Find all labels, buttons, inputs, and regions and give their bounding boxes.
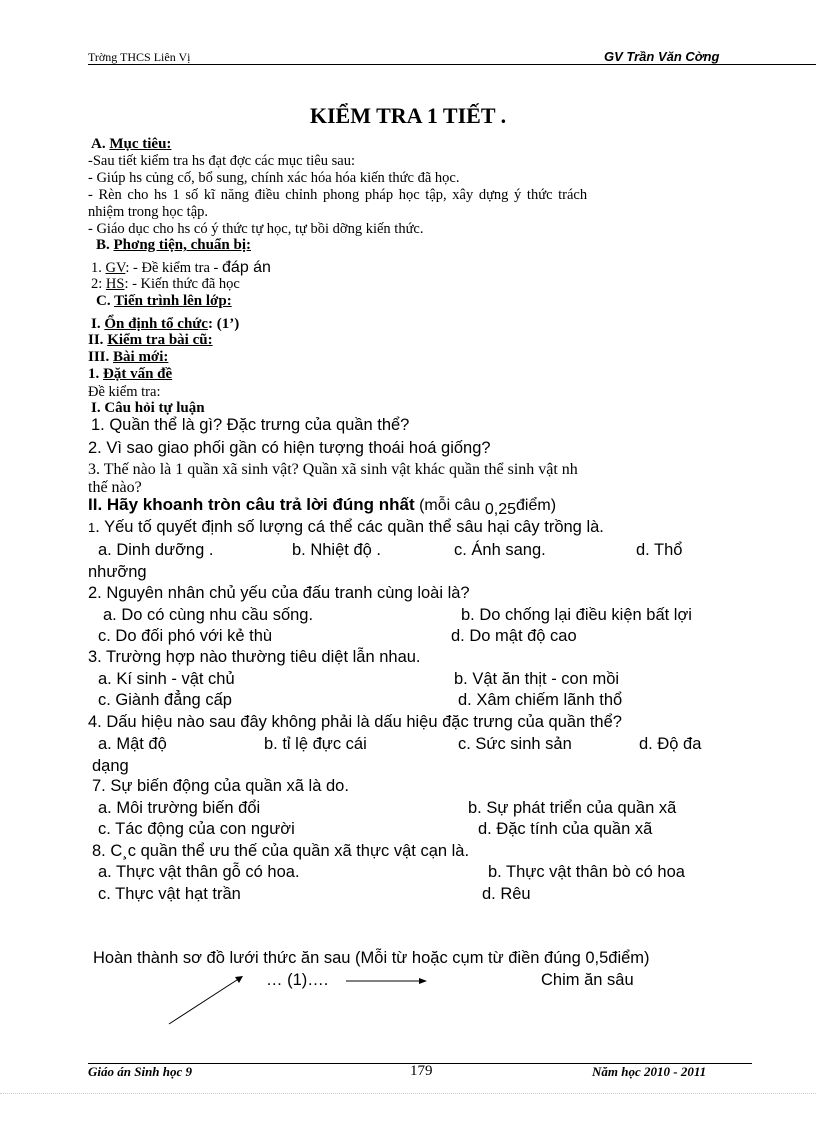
mcq-2-option-b: b. Do chống lại điều kiện bất lợi	[461, 606, 692, 624]
header-school: Trờng THCS Liên Vị	[88, 50, 191, 64]
mcq-3-option-a: a. Kí sinh - vật chủ	[98, 670, 235, 688]
mcq-7-option-b: b. Sự phát triển của quần xã	[468, 799, 677, 817]
footer-left: Giáo án Sinh học 9	[88, 1064, 193, 1079]
step-3: III. Bài mới:	[88, 349, 169, 365]
page-title: KIỂM TRA 1 TIẾT .	[309, 103, 507, 128]
mcq-1-option-a: a. Dinh dưỡng .	[98, 541, 214, 559]
mcq-8-option-d: d. Rêu	[482, 885, 531, 903]
mcq-3-option-b: b. Vật ăn thịt - con mồi	[454, 670, 620, 688]
essay-question-1: 1. Quần thể là gì? Đặc trưng của quần thể?	[91, 416, 410, 434]
step-2: II. Kiểm tra bài cũ:	[88, 332, 213, 348]
mcq-2-option-a: a. Do có cùng nhu cầu sống.	[103, 606, 314, 624]
mcq-8-option-a: a. Thực vật thân gỗ có hoa.	[98, 863, 300, 881]
mcq-3-option-d: d. Xâm chiếm lãnh thổ	[458, 691, 623, 709]
essay-question-3-cont: thế nào?	[88, 479, 142, 496]
step-4: 1. Đặt vấn đề	[88, 366, 173, 382]
mcq-4-option-b: b. tỉ lệ đực cái	[264, 735, 367, 753]
mcq-4-question: 4. Dấu hiệu nào sau đây không phải là dấu hiệu đặc trưng của quần thể?	[88, 713, 622, 731]
arrow-to-blank-1	[169, 978, 240, 1024]
footer-page-number: 179	[410, 1063, 433, 1079]
section-a-heading: A. Mục tiêu:	[91, 136, 172, 152]
section-a-item-3: - Giáo dục cho hs có ý thức tự học, tự bồi dỡng kiến thức.	[88, 221, 424, 237]
mcq-8-option-b: b. Thực vật thân bò có hoa	[488, 863, 685, 881]
section-b-hs: 2: HS: - Kiến thức đã học	[91, 276, 240, 292]
mcq-7-option-a: a. Môi trường biến đổi	[98, 799, 261, 817]
mcq-8-question: 8. C¸c quần thể ưu thế của quần xã thực vật cạn là.	[92, 842, 470, 860]
arrow-head-to-blank-1	[235, 976, 243, 983]
section-b-gv: 1. GV: - Đề kiểm tra - đáp án	[91, 259, 271, 276]
footer-right: Năm học 2010 - 2011	[592, 1064, 707, 1079]
section-a-item-2-cont: nhiệm trong học tập.	[88, 204, 209, 220]
mcq-4-option-c: c. Sức sinh sản	[458, 735, 572, 753]
section-a-item-1: - Giúp hs củng cố, bổ sung, chính xác hóa hóa kiến thức đã học.	[88, 170, 460, 186]
mcq-2-question: 2. Nguyên nhân chủ yếu của đấu tranh cùng loài là?	[88, 584, 470, 602]
section-c-heading: C. Tiến trình lên lớp:	[96, 293, 232, 309]
mcq-7-option-d: d. Đặc tính của quần xã	[478, 820, 653, 838]
mcq-1-option-d: d. Thổ	[636, 541, 683, 559]
essay-question-2: 2. Vì sao giao phối gần có hiện tượng thoái hoá giống?	[88, 439, 491, 457]
foodweb-bird-label: Chim ăn sâu	[541, 971, 634, 989]
part1-heading: I. Câu hỏi tự luận	[91, 400, 205, 416]
part2-heading: II. Hãy khoanh tròn câu trả lời đúng nhất (mỗi câu 0,25điểm)	[88, 495, 557, 518]
header-teacher: GV Trần Văn Cờng	[604, 49, 720, 64]
mcq-7-option-c: c. Tác động của con người	[98, 820, 295, 838]
mcq-2-option-c: c. Do đối phó với kẻ thù	[98, 627, 273, 645]
section-b-heading: B. Phơng tiện, chuẩn bị:	[96, 237, 252, 253]
mcq-1-option-b: b. Nhiệt độ .	[292, 541, 381, 559]
exam-intro: Đề kiểm tra:	[88, 384, 161, 400]
section-a-item-2: - Rèn cho hs 1 số kĩ năng điều chỉnh phong pháp học tập, xây dựng ý thức trách	[88, 187, 588, 203]
section-a-intro: -Sau tiết kiểm tra hs đạt đợc các mục tiêu sau:	[88, 153, 355, 169]
mcq-1-option-d-cont: nhưỡng	[88, 563, 147, 581]
foodweb-instruction: Hoàn thành sơ đồ lưới thức ăn sau (Mỗi từ hoặc cụm từ điền đúng 0,5điểm)	[93, 949, 650, 967]
foodweb-blank-1: … (1)….	[266, 971, 329, 989]
mcq-4-option-d: d. Độ đa	[639, 735, 702, 753]
mcq-2-option-d: d. Do mật độ cao	[451, 627, 577, 645]
mcq-4-option-d-cont: dạng	[92, 757, 129, 775]
mcq-3-question: 3. Trường hợp nào thường tiêu diệt lẫn nhau.	[88, 648, 421, 666]
mcq-1-question: 1. Yếu tố quyết định số lượng cá thể các quần thể sâu hại cây trồng là.	[88, 518, 604, 536]
essay-question-3: 3. Thế nào là 1 quần xã sinh vật? Quần xã sinh vật khác quần thể sinh vật nh	[88, 461, 578, 478]
mcq-3-option-c: c. Giành đẳng cấp	[98, 691, 232, 709]
page-bottom-dotted-rule	[0, 1093, 816, 1094]
mcq-8-option-c: c. Thực vật hạt trần	[98, 885, 241, 903]
mcq-4-option-a: a. Mật độ	[98, 735, 167, 753]
mcq-1-option-c: c. Ánh sang.	[454, 541, 546, 559]
arrow-head-blank-to-bird	[419, 978, 427, 984]
mcq-7-question: 7. Sự biến động của quần xã là do.	[92, 777, 349, 795]
step-1: I. Ổn định tổ chức: (1’)	[91, 316, 240, 332]
